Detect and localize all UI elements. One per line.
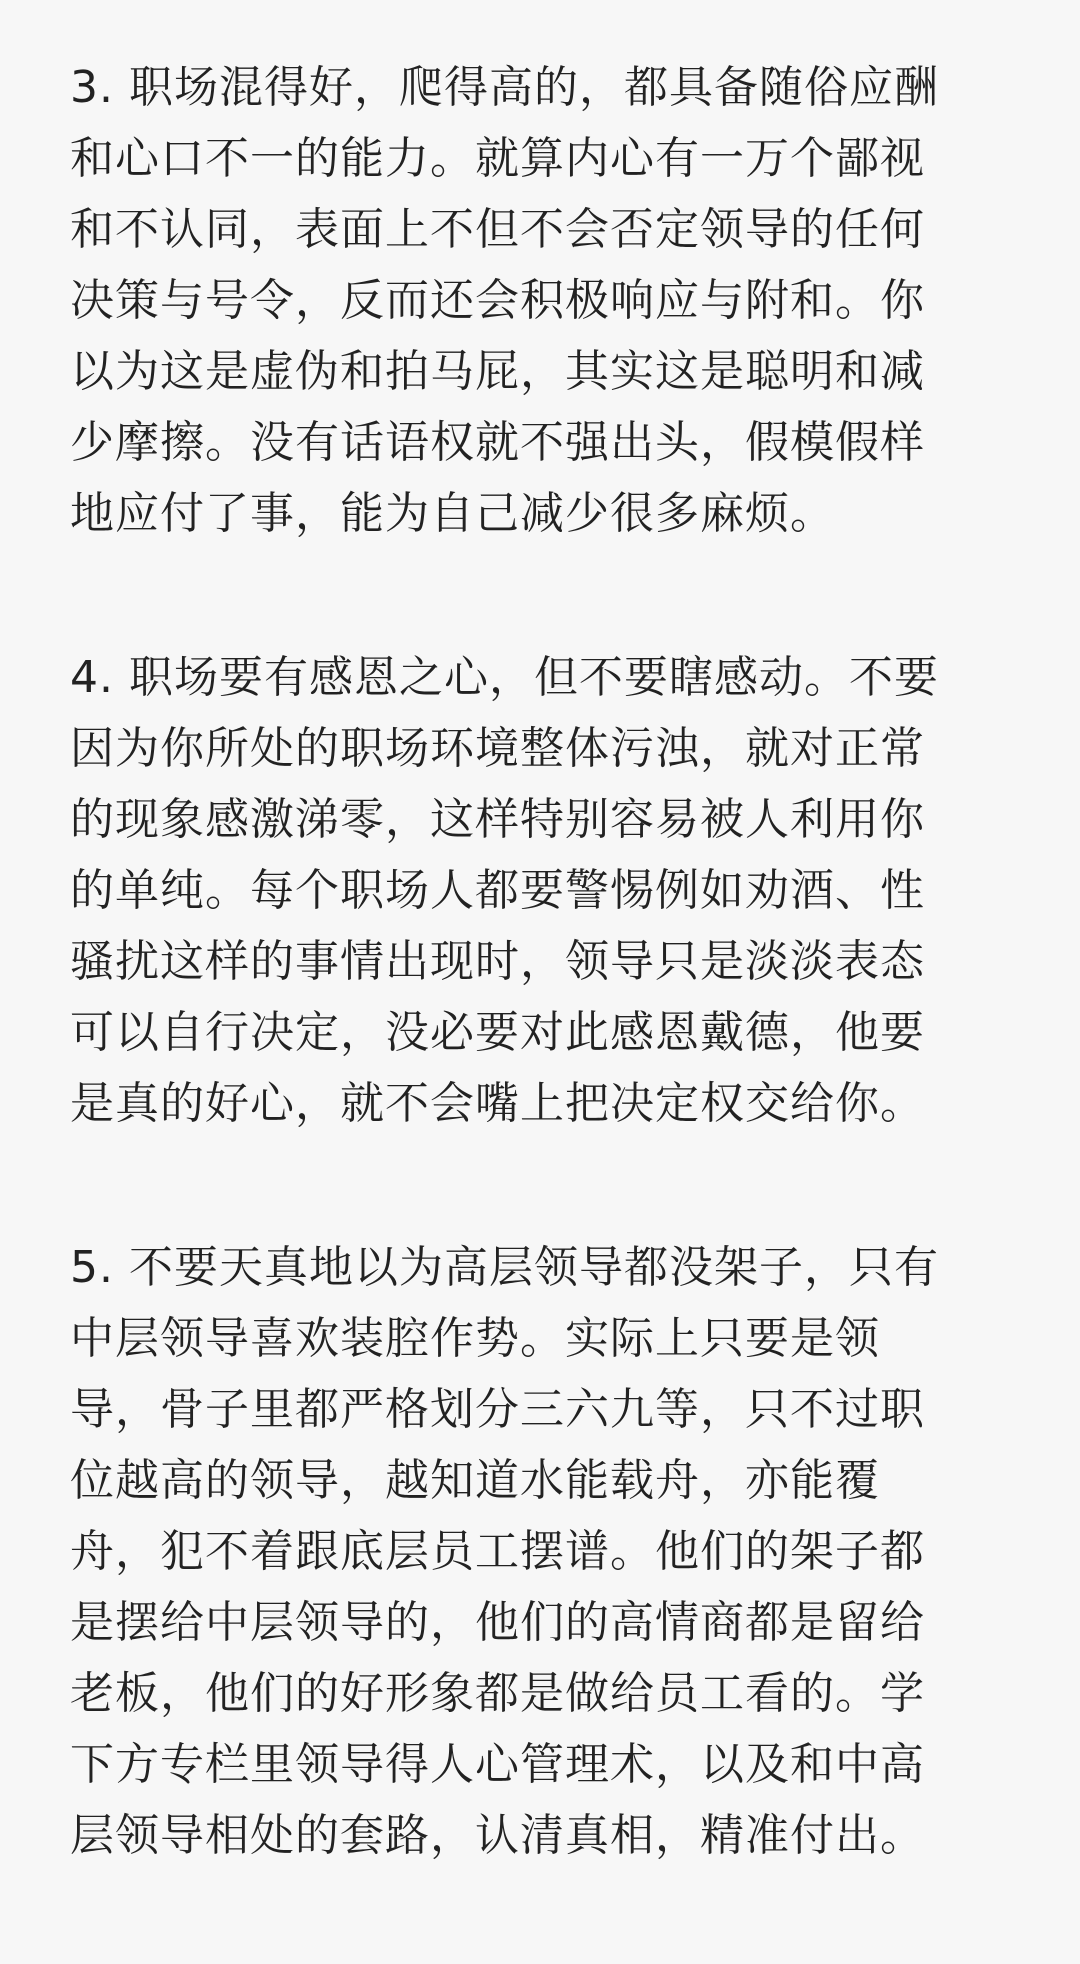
article-body: [70, 52, 1030, 1964]
text-line: 的单纯。每个职场人都要警惕例如劝酒、性: [70, 865, 925, 916]
text-line: 导，骨子里都严格划分三六九等，只不过职: [70, 1384, 925, 1435]
text-line: 决策与号令，反而还会积极响应与附和。你: [70, 275, 925, 326]
text-line: 下方专栏里领导得人心管理术，以及和中高: [70, 1739, 925, 1790]
text-line: 5. 不要天真地以为高层领导都没架子，只有: [70, 1242, 939, 1293]
text-line: 和心口不一的能力。就算内心有一万个鄙视: [70, 133, 925, 184]
text-line: 老板，他们的好形象都是做给员工看的。学: [70, 1668, 925, 1719]
text-line: 中层领导喜欢装腔作势。实际上只要是领: [70, 1313, 880, 1364]
paragraph-5: [70, 1232, 1030, 1871]
text-line: 地应付了事，能为自己减少很多麻烦。: [70, 488, 835, 539]
text-line: 以为这是虚伪和拍马屁，其实这是聪明和减: [70, 346, 925, 397]
text-line: 可以自行决定，没必要对此感恩戴德，他要: [70, 1007, 925, 1058]
text-line: 因为你所处的职场环境整体污浊，就对正常: [70, 723, 925, 774]
text-line: 的现象感激涕零，这样特别容易被人利用你: [70, 794, 925, 845]
text-line: 舟，犯不着跟底层员工摆谱。他们的架子都: [70, 1526, 925, 1577]
paragraph-4: [70, 642, 1030, 1139]
text-line: 是摆给中层领导的，他们的高情商都是留给: [70, 1597, 925, 1648]
text-line: 3. 职场混得好，爬得高的，都具备随俗应酬: [70, 62, 939, 113]
text-line: 4. 职场要有感恩之心，但不要瞎感动。不要: [70, 652, 939, 703]
text-line: 是真的好心，就不会嘴上把决定权交给你。: [70, 1078, 925, 1129]
paragraph-3: [70, 52, 1030, 549]
text-line: 位越高的领导，越知道水能载舟，亦能覆: [70, 1455, 880, 1506]
text-line: 和不认同，表面上不但不会否定领导的任何: [70, 204, 925, 255]
text-line: 层领导相处的套路，认清真相，精准付出。: [70, 1810, 925, 1861]
text-line: 少摩擦。没有话语权就不强出头，假模假样: [70, 417, 925, 468]
text-line: 骚扰这样的事情出现时，领导只是淡淡表态: [70, 936, 925, 987]
